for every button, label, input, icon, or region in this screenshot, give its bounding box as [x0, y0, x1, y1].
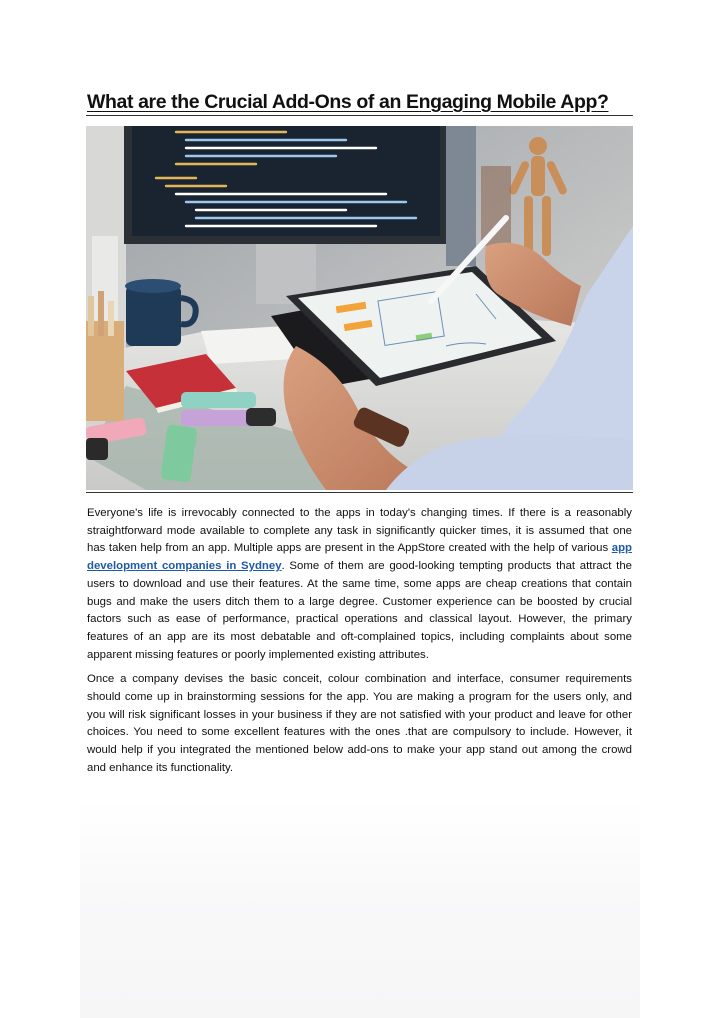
hero-photo [86, 126, 633, 490]
paragraph-2: Once a company devises the basic conceit, colour combination and interface, consumer requirements should come up in brainstorming sessions for the app. You are making a program for the users only, and you will risk significant losses in your business if they are not satisfied with your product and leave for other choices. You need to some excellent features with the ones .that are compulsory to include. However, it would help if you integrated the mentioned below add-ons to make your app stand out among the crowd and enhance its functionality. [87, 673, 632, 774]
page-title: What are the Crucial Add-Ons of an Engaging Mobile App? [87, 91, 609, 113]
image-divider [86, 492, 633, 493]
paragraph-1 [87, 505, 632, 664]
paragraph-1-text-before: Everyone's life is irrevocably connected to the apps in today's changing times. If there is a reasonably straightforward mode available to complete any task in significantly quicker times, it is assumed that one has taken help from an app. Multiple apps are present in the AppStore created with the help of various [87, 507, 632, 555]
title-divider [86, 115, 633, 116]
app-development-link[interactable]: app development companies in Sydney [87, 542, 632, 573]
article-body [87, 505, 632, 785]
paragraph-1-text-after: . Some of them are good-looking tempting products that attract the users to download and use their features. At the same time, some apps are cheap creations that contain bugs and make the users ditch them to a large degree. Customer experience can be boosted by crucial factors such as ease of performance, practical operations and classical layout. However, the primary features of an app are its most debatable and oft-complained topics, including complaints about some apparent missing features or poorly implemented existing attributes. [87, 560, 632, 661]
page-shadow [80, 800, 640, 1018]
